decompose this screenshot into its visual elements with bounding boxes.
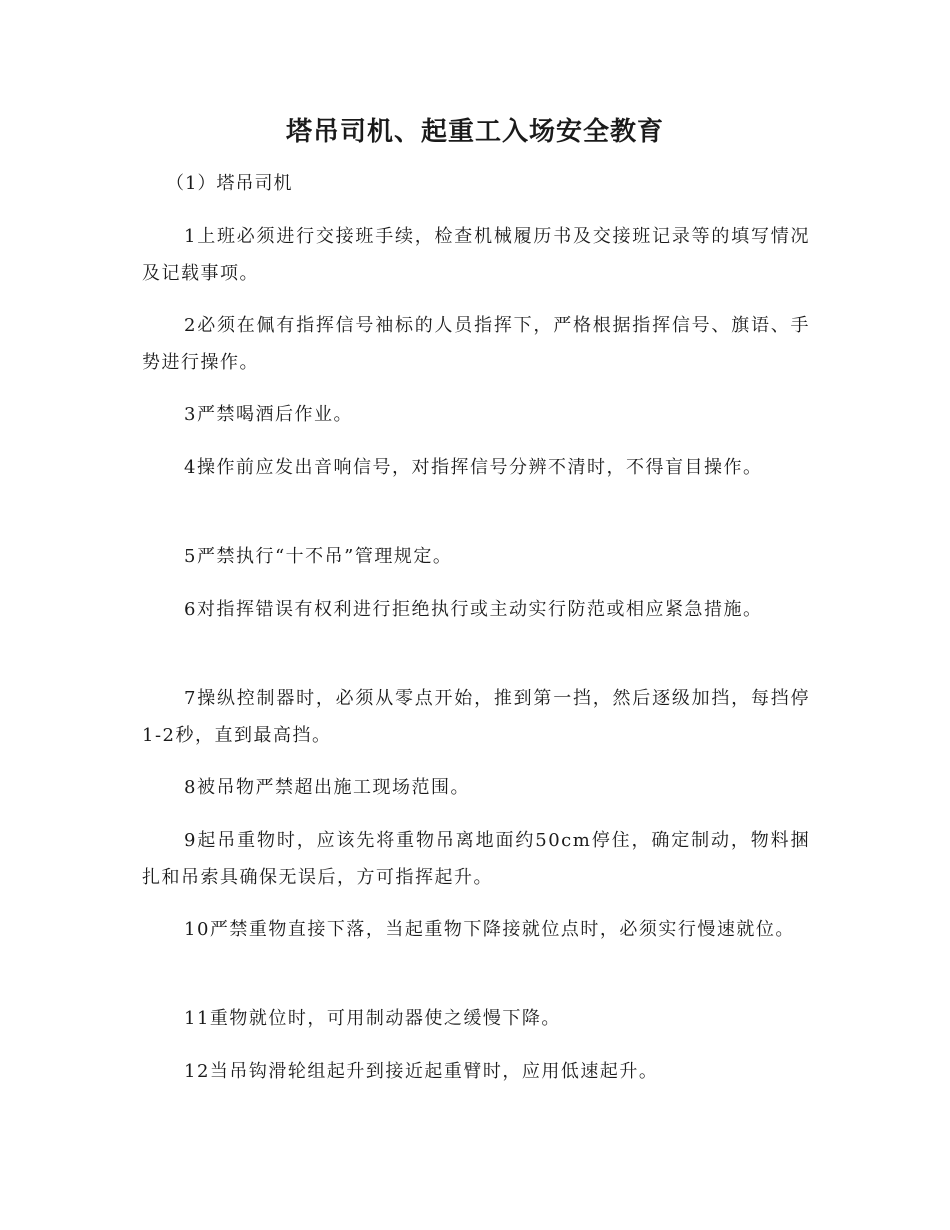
document-title: 塔吊司机、起重工入场安全教育 xyxy=(285,117,664,147)
paragraph-5: 5严禁执行“十不吊”管理规定。 xyxy=(184,546,453,567)
paragraph-4: 4操作前应发出音响信号，对指挥信号分辨不清时，不得盲目操作。 xyxy=(184,457,763,478)
paragraph-9: 9起吊重物时，应该先将重物吊离地面约50cm停住，确定制动，物料捆扎和吊索具确保无误后，方可指挥起升。 xyxy=(142,830,810,888)
paragraph-11: 11重物就位时，可用制动器使之缓慢下降。 xyxy=(184,1008,561,1029)
paragraph-1: 1上班必须进行交接班手续，检查机械履历书及交接班记录等的填写情况及记载事项。 xyxy=(142,226,810,284)
paragraph-3: 3严禁喝酒后作业。 xyxy=(184,404,353,425)
paragraph-8: 8被吊物严禁超出施工现场范围。 xyxy=(184,777,470,798)
paragraph-2: 2必须在佩有指挥信号袖标的人员指挥下，严格根据指挥信号、旗语、手势进行操作。 xyxy=(142,315,810,373)
paragraph-12: 12当吊钩滑轮组起升到接近起重臂时，应用低速起升。 xyxy=(184,1061,659,1082)
paragraph-7: 7操纵控制器时，必须从零点开始，推到第一挡，然后逐级加挡，每挡停1-2秒，直到最高挡。 xyxy=(142,688,810,746)
paragraph-6: 6对指挥错误有权利进行拒绝执行或主动实行防范或相应紧急措施。 xyxy=(184,599,763,620)
section-heading: （1）塔吊司机 xyxy=(166,173,293,194)
paragraph-10: 10严禁重物直接下落，当起重物下降接就位点时，必须实行慢速就位。 xyxy=(184,919,795,940)
